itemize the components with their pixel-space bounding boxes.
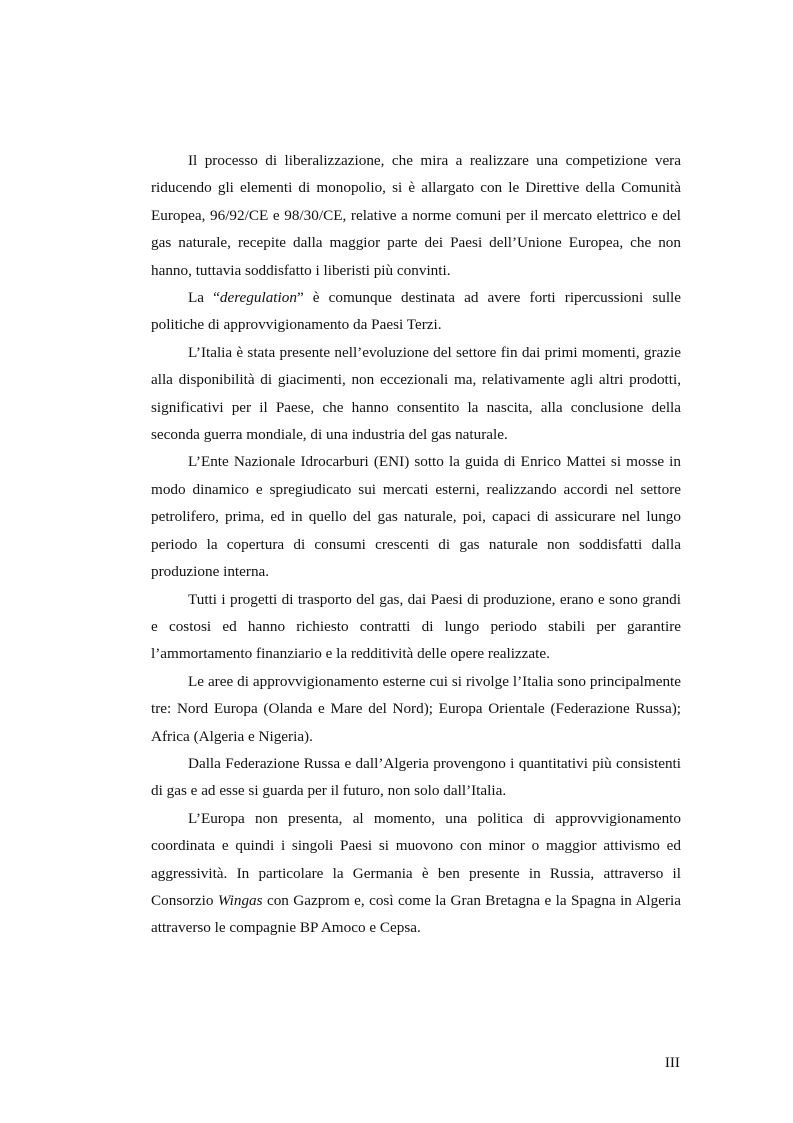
- paragraph-russia-algeria: [151, 750, 681, 805]
- paragraph-text: La “: [188, 289, 220, 307]
- paragraph-text: L’Ente Nazionale Idrocarburi (ENI) sotto la guida di Enrico Mattei si mosse in modo dinamico e spregiudicato sui mercati esterni, realizzando accordi nel settore petrolifero, prima, ed in quello del gas naturale, poi, capaci di assicurare nel lungo periodo la copertura di consumi crescenti di gas naturale non soddisfatti dalla produzione interna.: [151, 453, 681, 581]
- italic-term-wingas: Wingas: [217, 891, 263, 909]
- paragraph-italy-presence: [151, 339, 681, 449]
- paragraph-text: L’Europa non presenta, al momento, una politica di approvvigionamento coordinata e quindi i singoli Paesi si muovono con minor o maggior attivismo ed aggressività. In particolare la Germania è ben presente in Russia, attraverso il Consorzio: [151, 809, 681, 909]
- paragraph-text: Il processo di liberalizzazione, che mira a realizzare una competizione vera riducendo gli elementi di monopolio, si è allargato con le Direttive della Comunità Europea, 96/92/CE e 98/30/CE, relative a norme comuni per il mercato elettrico e del gas naturale, recepite dalla maggior parte dei Paesi dell’Unione Europea, che non hanno, tuttavia soddisfatto i liberisti più convinti.: [151, 152, 681, 279]
- paragraph-transport-projects: [151, 586, 681, 668]
- paragraph-text: L’Italia è stata presente nell’evoluzione del settore fin dai primi momenti, grazie alla disponibilità di giacimenti, non eccezionali ma, relativamente agli altri prodotti, significativi per il Paese, che hanno consentito la nascita, alla conclusione della seconda guerra mondiale, di una industria del gas naturale.: [151, 343, 681, 444]
- paragraph-text: ” è comunque destinata ad avere forti ripercussioni sulle politiche di approvvigionamento da Paesi Terzi.: [151, 289, 682, 334]
- paragraph-text: Tutti i progetti di trasporto del gas, dai Paesi di produzione, erano e sono grandi e costosi ed hanno richiesto contratti di lungo periodo stabili per garantire l’ammortamento finanziario e la redditività delle opere realizzate.: [151, 590, 681, 663]
- paragraph-europe-policy: [151, 805, 681, 942]
- paragraph-text: con Gazprom e, così come la Gran Bretagna e la Spagna in Algeria attraverso le compagnie BP Amoco e Cepsa.: [151, 891, 681, 937]
- page-number: III: [664, 1054, 680, 1071]
- paragraph-supply-areas: [151, 668, 681, 750]
- paragraph-text: Dalla Federazione Russa e dall’Algeria provengono i quantitativi più consistenti di gas e ad esse si guarda per il futuro, non solo dall’Italia.: [151, 754, 681, 800]
- paragraph-eni: [151, 448, 681, 585]
- paragraph-liberalization: [151, 147, 681, 284]
- document-page: [151, 147, 681, 942]
- paragraph-text: Le aree di approvvigionamento esterne cui si rivolge l’Italia sono principalmente tre: Nord Europa (Olanda e Mare del Nord); Europa Orientale (Federazione Russa); Africa (Algeria e Nigeria).: [151, 672, 681, 745]
- paragraph-deregulation: [151, 284, 681, 339]
- italic-term-deregulation: deregulation: [219, 289, 297, 307]
